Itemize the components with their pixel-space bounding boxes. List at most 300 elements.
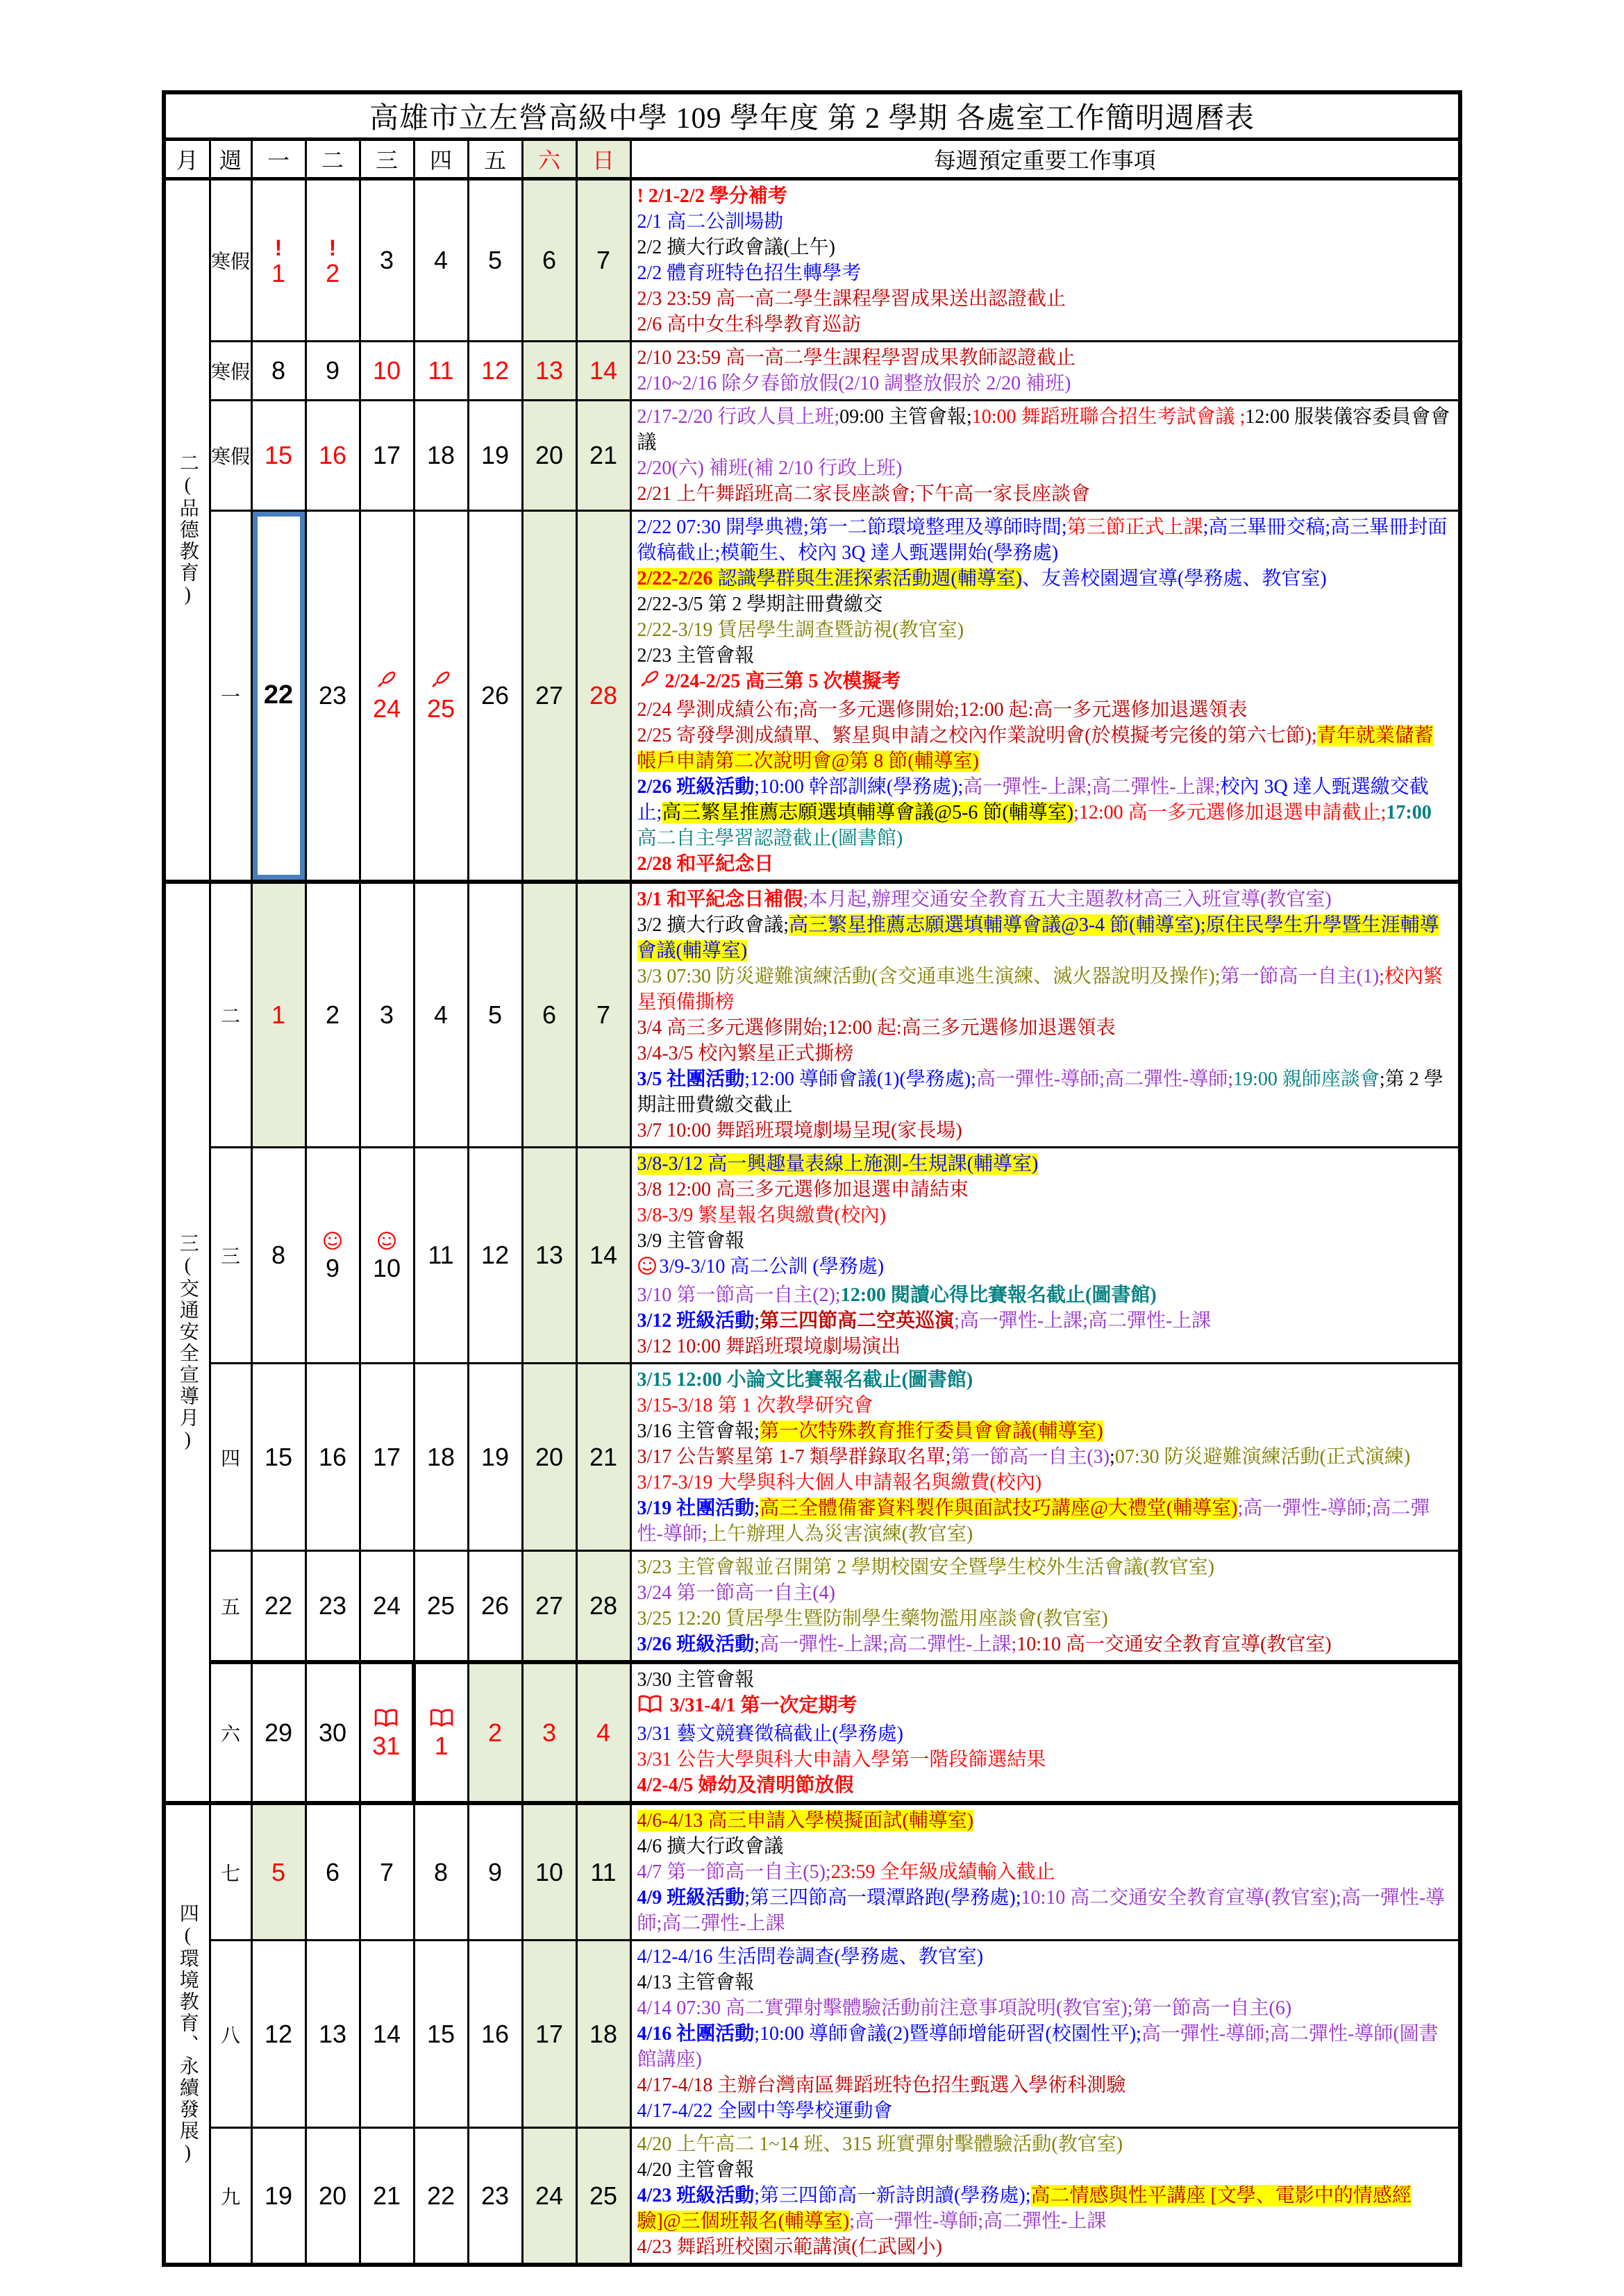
note-segment: ;10:00 導師會議(2)暨導師增能研習(校園性平); [754, 2023, 1141, 2045]
day-number: 17 [372, 1442, 401, 1471]
day-number: 18 [589, 2019, 618, 2048]
note-segment: 2/26 班級活動 [637, 776, 755, 798]
day-cell [468, 1551, 522, 1663]
day-cell [360, 1148, 414, 1364]
day-cell [414, 1803, 468, 1941]
note-segment: 3/5 社團活動 [637, 1069, 745, 1090]
day-number: 19 [264, 2181, 293, 2210]
day-cell [522, 2128, 576, 2265]
day-cell [305, 511, 360, 882]
day-number: 4 [596, 1718, 611, 1747]
note-line [637, 2131, 1453, 2157]
month-label: 二(品德教育) [176, 453, 199, 607]
note-segment: 高二情感與性平講座 [文學、電影中的情感經驗]@三個班報名(輔導室) [637, 2185, 1412, 2232]
note-segment: 10:10 高一交通安全教育宣導(教官室) [1016, 1634, 1332, 1655]
day-cell [305, 2128, 360, 2265]
week-number-cell: 寒假 [210, 401, 251, 511]
note-segment: 2/17-2/20 行政人員上班; [637, 406, 840, 428]
day-cell [360, 1803, 414, 1941]
day-cell [414, 1364, 468, 1551]
day-number: 5 [487, 246, 503, 275]
day-number: 5 [487, 1000, 503, 1030]
note-segment: 、友善校園週宣導(學務處、教官室) [1022, 568, 1327, 589]
month-cell [164, 882, 210, 1803]
note-line [637, 1944, 1453, 1970]
week-row [164, 179, 1460, 342]
day-number: 6 [542, 1000, 557, 1030]
note-segment: 3/10 第一節高一自主(2); [637, 1284, 841, 1306]
day-cell [576, 882, 630, 1148]
note-line [637, 1282, 1453, 1308]
day-cell [576, 342, 630, 401]
title-row [164, 92, 1460, 140]
note-line [637, 1495, 1453, 1547]
day-cell [251, 1662, 305, 1803]
day-cell [305, 1803, 360, 1941]
day-number: 26 [480, 681, 510, 710]
day-cell [414, 511, 468, 882]
day-number: 10 [535, 1857, 564, 1886]
day-cell [522, 179, 576, 342]
day-number: 16 [480, 2019, 510, 2048]
day-cell [414, 1941, 468, 2128]
note-line [637, 235, 1453, 260]
day-cell [468, 342, 522, 401]
day-cell [360, 401, 414, 511]
day-cell [414, 1148, 468, 1364]
day-number: 26 [480, 1591, 510, 1620]
day-cell [305, 1662, 360, 1803]
note-segment: 12:00 閱讀心得比賽報名截止(圖書館) [840, 1284, 1157, 1306]
note-line [637, 455, 1453, 481]
day-number: 22 [426, 2181, 455, 2210]
note-segment: 4/17-4/18 主辦台灣南區舞蹈班特色招生甄選入學術科測驗 [637, 2075, 1126, 2096]
day-cell [305, 882, 360, 1148]
open-book-icon [637, 1695, 662, 1721]
note-segment: 2/24 學測成績公布;高一多元選修開始;12:00 起:高一多元選修加退選領表 [637, 699, 1248, 721]
day-number: 24 [535, 2181, 564, 2210]
note-segment: 2/10 23:59 高一高二學生課程學習成果教師認證截止 [637, 347, 1076, 369]
note-segment: 3/17-3/19 大學與科大個人申請報名與繳費(校內) [637, 1472, 1042, 1493]
day-number: 3 [379, 1000, 394, 1030]
notes-cell [630, 1941, 1460, 2128]
header-row [164, 140, 1460, 179]
day-cell [360, 1662, 414, 1803]
week-number-cell: 寒假 [210, 342, 251, 401]
day-number: 7 [596, 1000, 611, 1030]
day-number: 6 [325, 1857, 340, 1886]
day-number: 9 [325, 356, 340, 385]
week-number-cell: 七 [210, 1803, 251, 1941]
note-segment: 3/31 藝文競賽徵稿截止(學務處) [637, 1723, 903, 1745]
note-segment: ;第三四節高一新詩朗讀(學務處); [754, 2185, 1031, 2206]
note-segment: 07:30 防災避難演練活動(正式演練) [1114, 1446, 1411, 1468]
day-cell [576, 2128, 630, 2265]
day-cell [251, 1364, 305, 1551]
day-number: 13 [535, 356, 564, 385]
note-segment: 3/31-4/1 第一次定期考 [664, 1695, 857, 1716]
day-cell [576, 401, 630, 511]
day-number: 4 [433, 246, 449, 275]
note-segment: ;12:00 高一多元選修加退選申請截止; [1073, 802, 1387, 823]
week-row [164, 1551, 1460, 1663]
note-segment: 高三繁星推薦志願選填輔導會議@3-4 節(輔導室);原住民學生升學暨生涯輔導會議(輔導室) [637, 914, 1439, 962]
day-cell [305, 179, 360, 342]
day-cell [360, 2128, 414, 2265]
day-number: 28 [589, 1591, 618, 1620]
day-cell [576, 1941, 630, 2128]
note-line [637, 2157, 1453, 2183]
note-segment: ;高一彈性-導師;高二彈性-上課 [849, 2211, 1107, 2232]
day-cell [468, 511, 522, 882]
day-cell [468, 1803, 522, 1941]
note-segment: 3/4-3/5 校內繁星正式撕榜 [637, 1043, 854, 1064]
note-segment: 4/6-4/13 高三申請入學模擬面試(輔導室) [637, 1810, 974, 1832]
week-row [164, 882, 1460, 1148]
week-number-cell: 八 [210, 1941, 251, 2128]
day-cell [360, 179, 414, 342]
day-number: 17 [372, 441, 401, 470]
pencil-icon [374, 669, 399, 696]
week-number-cell: 九 [210, 2128, 251, 2265]
day-cell [251, 1148, 305, 1364]
note-line [637, 2098, 1453, 2124]
day-number: 23 [318, 681, 347, 710]
note-segment: ;校內繁星預備撕榜 [637, 966, 1443, 1013]
note-segment: 3/4 高三多元選修開始;12:00 起:高三多元選修加退選領表 [637, 1017, 1116, 1039]
note-segment: 17:00 [1386, 802, 1432, 823]
note-segment: 2/24-2/25 高三第 5 次模擬考 [664, 671, 901, 692]
week-number-cell: 寒假 [210, 179, 251, 342]
note-line [637, 1393, 1453, 1418]
day-number: 3 [542, 1718, 557, 1747]
day-number: 7 [596, 246, 611, 275]
note-segment: 3/15 12:00 小論文比賽報名截止(圖書館) [637, 1369, 973, 1391]
note-segment: 高一彈性-上課;高二彈性-上課; [760, 1634, 1017, 1655]
note-segment: 3/7 10:00 舞蹈班環境劇場呈現(家長場) [637, 1120, 962, 1141]
note-segment: 10:00 舞蹈班聯合招生考試會議 ; [971, 406, 1246, 428]
week-number-cell: 四 [210, 1364, 251, 1551]
day-cell [576, 1551, 630, 1663]
day-number: 14 [372, 2019, 401, 2048]
day-number: 2 [325, 1000, 340, 1030]
note-line [637, 1151, 1453, 1177]
day-cell [305, 1364, 360, 1551]
note-segment: 2/20(六) 補班(補 2/10 行政上班) [637, 458, 903, 479]
note-segment: 2/1 高二公訓場勘 [637, 211, 784, 233]
header-day-四: 四 [414, 140, 468, 179]
note-segment: ;高三畢冊交稿;高三畢冊封面徵稿截止;模範生、校內 3Q 達人甄選開始(學務處) [637, 517, 1448, 564]
day-number: 19 [480, 1442, 510, 1471]
day-number: 14 [589, 356, 618, 385]
notes-cell [630, 1364, 1460, 1551]
day-number: 30 [318, 1718, 347, 1747]
note-segment: 3/2 擴大行政會議; [637, 914, 789, 936]
week-number-cell: 五 [210, 1551, 251, 1663]
day-cell [305, 342, 360, 401]
week-number-cell: 三 [210, 1148, 251, 1364]
note-line [637, 887, 1453, 912]
note-line [637, 1555, 1453, 1580]
note-line [637, 1995, 1453, 2021]
day-cell [522, 511, 576, 882]
day-number: 22 [264, 1591, 293, 1620]
note-line [637, 183, 1453, 209]
note-segment: 高三繁星推薦志願選填輔導會議@5-6 節(輔導室) [662, 802, 1074, 823]
note-segment: 2/28 和平紀念日 [637, 853, 774, 875]
note-line [637, 1747, 1453, 1773]
note-segment: 第一次特殊教育推行委員會會議(輔導室) [760, 1421, 1103, 1442]
day-cell [522, 1364, 576, 1551]
day-cell [522, 1941, 576, 2128]
day-cell [576, 1803, 630, 1941]
note-line [637, 643, 1453, 669]
note-line [637, 1808, 1453, 1834]
day-number: 8 [433, 1857, 449, 1886]
note-line [637, 312, 1453, 337]
day-cell [251, 342, 305, 401]
note-line [637, 1118, 1453, 1143]
day-number: 16 [318, 441, 347, 470]
day-cell [251, 511, 305, 882]
note-segment: 4/23 舞蹈班校園示範講演(仁武國小) [637, 2236, 942, 2258]
day-cell [522, 1662, 576, 1803]
note-line [637, 1606, 1453, 1632]
note-line [637, 1334, 1453, 1359]
note-segment: 4/13 主管會報 [637, 1972, 755, 1993]
day-number: 11 [428, 356, 454, 385]
note-segment: 23:59 全年級成績輸入截止 [830, 1861, 1055, 1883]
day-number: 21 [372, 2181, 401, 2210]
day-number: 29 [264, 1718, 293, 1747]
day-cell [360, 1941, 414, 2128]
note-line [637, 1773, 1453, 1798]
note-segment: 3/8-3/9 繁星報名與繳費(校內) [637, 1205, 887, 1226]
note-segment: ; [1110, 1446, 1115, 1468]
day-cell [414, 2128, 468, 2265]
day-cell [251, 1803, 305, 1941]
week-row [164, 511, 1460, 882]
day-cell [251, 1941, 305, 2128]
day-cell [414, 401, 468, 511]
note-segment: 3/12 班級活動 [637, 1310, 755, 1332]
note-segment: 3/8-3/12 高一興趣量表線上施測-生規課(輔導室) [637, 1153, 1039, 1175]
day-number: 18 [426, 441, 455, 470]
note-segment: 3/15-3/18 第 1 次教學研究會 [637, 1395, 873, 1416]
note-segment: 09:00 主管會報; [839, 406, 972, 428]
note-segment: ;高一彈性-導師;高二彈性-導師; [637, 1498, 1430, 1545]
day-cell [468, 1148, 522, 1364]
note-segment: 2/22 07:30 開學典禮;第一二節環境整理及導師時間; [637, 517, 1067, 538]
note-segment: 3/17 公告繁星第 1-7 類學群錄取名單; [637, 1446, 951, 1468]
week-row [164, 1662, 1460, 1803]
day-cell [522, 1148, 576, 1364]
note-line [637, 1367, 1453, 1393]
note-segment: ; [754, 1498, 760, 1519]
day-number: 20 [535, 1442, 564, 1471]
exclamation-icon: ! [274, 235, 283, 261]
note-segment: 4/16 社團活動 [637, 2023, 755, 2045]
open-book-icon [374, 1707, 399, 1733]
note-segment: 高一彈性-導師;高二彈性-導師(圖書館講座) [637, 2023, 1439, 2070]
note-line [637, 723, 1453, 774]
day-number: 20 [318, 2181, 347, 2210]
note-line [637, 371, 1453, 396]
day-number: 23 [318, 1591, 347, 1620]
month-label: 三(交通安全宣導月) [176, 1232, 199, 1452]
note-line [637, 2021, 1453, 2072]
header-notes: 每週預定重要工作事項 [630, 140, 1460, 179]
day-cell [251, 882, 305, 1148]
note-line [637, 286, 1453, 312]
day-cell [522, 342, 576, 401]
notes-cell [630, 2128, 1460, 2265]
note-segment: 3/23 主管會報並召開第 2 學期校園安全暨學生校外生活會議(教官室) [637, 1557, 1214, 1578]
day-cell [305, 401, 360, 511]
note-segment: 4/14 07:30 高二實彈射擊體驗活動前注意事項說明(教官室);第一節高一自主(6) [637, 1997, 1292, 2019]
day-number: 10 [372, 356, 401, 385]
day-number: 11 [590, 1857, 617, 1886]
notes-cell [630, 511, 1460, 882]
day-number: 28 [589, 681, 618, 710]
note-segment: 12:00 服裝儀容委員會會議 [637, 406, 1450, 453]
day-number: 16 [318, 1442, 347, 1471]
note-line [637, 2234, 1453, 2260]
day-number: 1 [434, 1731, 449, 1760]
note-segment: ;第 2 學期註冊費繳交截止 [637, 1069, 1443, 1116]
note-line [637, 1177, 1453, 1203]
note-line [637, 1859, 1453, 1885]
day-cell [251, 1551, 305, 1663]
note-segment: 4/9 班級活動 [637, 1887, 745, 1909]
note-segment: ;12:00 導師會議(1)(學務處); [744, 1069, 976, 1090]
header-month: 月 [164, 140, 210, 179]
open-book-icon [429, 1707, 454, 1733]
note-line [637, 774, 1453, 851]
note-segment: 10:10 高二交通安全教育宣導(教官室);高一彈性-導師;高二彈性-上課 [637, 1887, 1446, 1934]
week-number-cell: 二 [210, 882, 251, 1148]
note-segment: 4/6 擴大行政會議 [637, 1836, 784, 1857]
note-segment: 2/22-3/5 第 2 學期註冊費繳交 [637, 594, 883, 615]
day-number: 6 [542, 246, 557, 275]
day-cell [251, 179, 305, 342]
note-segment: 校內 3Q 達人甄選繳交截止; [637, 776, 1429, 823]
day-cell [305, 1551, 360, 1663]
note-segment: 2/2 體育班特色招生轉學考 [637, 262, 862, 284]
day-cell [251, 401, 305, 511]
notes-cell [630, 342, 1460, 401]
month-cell [164, 1803, 210, 2265]
note-line [637, 697, 1453, 723]
week-row [164, 1803, 1460, 1941]
note-segment: 4/2-4/5 婦幼及清明節放假 [637, 1775, 854, 1796]
note-line [637, 481, 1453, 507]
day-cell [468, 2128, 522, 2265]
week-row [164, 1941, 1460, 2128]
note-line [637, 1693, 1453, 1721]
day-cell [468, 401, 522, 511]
note-segment: 上午辦理人為災害演練(教官室) [707, 1523, 973, 1545]
day-number: 25 [589, 2181, 618, 2210]
day-number: 15 [264, 441, 293, 470]
day-cell [360, 1364, 414, 1551]
day-number: 25 [426, 694, 455, 723]
note-segment: 3/9-3/10 高二公訓 (學務處) [659, 1256, 885, 1277]
note-line [637, 404, 1453, 455]
note-segment: 2/25 寄發學測成績單、繁星與申請之校內作業說明會(於模擬考完後的第六七節); [637, 725, 1317, 746]
note-line [637, 964, 1453, 1015]
pencil-icon [637, 669, 662, 697]
note-line [637, 1834, 1453, 1859]
week-number-cell: 六 [210, 1662, 251, 1803]
note-segment: 4/23 班級活動 [637, 2185, 755, 2206]
note-line [637, 1721, 1453, 1747]
note-line [637, 912, 1453, 964]
day-cell [360, 342, 414, 401]
day-cell [522, 882, 576, 1148]
note-line [637, 1308, 1453, 1334]
note-segment: ;第三四節高一環潭路跑(學務處); [744, 1887, 1021, 1909]
day-cell [468, 179, 522, 342]
pencil-icon [428, 669, 453, 696]
day-number: 10 [372, 1254, 401, 1282]
day-cell [414, 179, 468, 342]
day-number: 25 [426, 1591, 455, 1620]
day-number: 20 [535, 441, 564, 470]
note-line [637, 1470, 1453, 1495]
notes-cell [630, 179, 1460, 342]
note-line [637, 1444, 1453, 1470]
note-segment: 2/21 上午舞蹈班高二家長座談會;下午高一家長座談會 [637, 483, 1091, 505]
day-number: 5 [271, 1857, 286, 1886]
day-number: 17 [535, 2019, 564, 2048]
note-segment: 2/23 主管會報 [637, 645, 755, 667]
note-segment: 第一節高一自主(3) [951, 1446, 1110, 1468]
note-line [637, 617, 1453, 643]
note-line [637, 1041, 1453, 1066]
day-number: 3 [379, 246, 394, 275]
day-cell [360, 511, 414, 882]
note-segment: 3/9 主管會報 [637, 1230, 745, 1252]
note-segment: ;高一彈性-上課;高二彈性-上課 [954, 1310, 1212, 1332]
note-segment: 2/2 擴大行政會議(上午) [637, 237, 835, 258]
note-segment: 4/17-4/22 全國中等學校運動會 [637, 2100, 893, 2122]
day-number: 27 [535, 681, 564, 710]
week-row [164, 1364, 1460, 1551]
header-day-五: 五 [468, 140, 522, 179]
header-day-六: 六 [522, 140, 576, 179]
note-line [637, 260, 1453, 286]
note-segment: 2/22-3/19 賃居學生調查暨訪視(教官室) [637, 619, 964, 641]
day-cell [576, 179, 630, 342]
day-number: 8 [271, 356, 286, 385]
note-segment: 4/20 主管會報 [637, 2159, 755, 2181]
note-segment: 3/3 07:30 防災避難演練活動(含交通車逃生演練、滅火器說明及操作); [637, 966, 1221, 987]
day-cell [414, 1551, 468, 1663]
note-line [637, 1066, 1453, 1118]
day-number: 21 [589, 441, 618, 470]
day-number: 12 [480, 1241, 510, 1270]
day-number: 19 [480, 441, 510, 470]
day-cell [251, 2128, 305, 2265]
day-cell [576, 1148, 630, 1364]
note-segment: ; [754, 1310, 760, 1332]
day-cell [576, 511, 630, 882]
notes-cell [630, 1662, 1460, 1803]
day-cell [468, 1662, 522, 1803]
note-line [637, 1970, 1453, 1995]
calendar-document [162, 90, 1462, 2267]
